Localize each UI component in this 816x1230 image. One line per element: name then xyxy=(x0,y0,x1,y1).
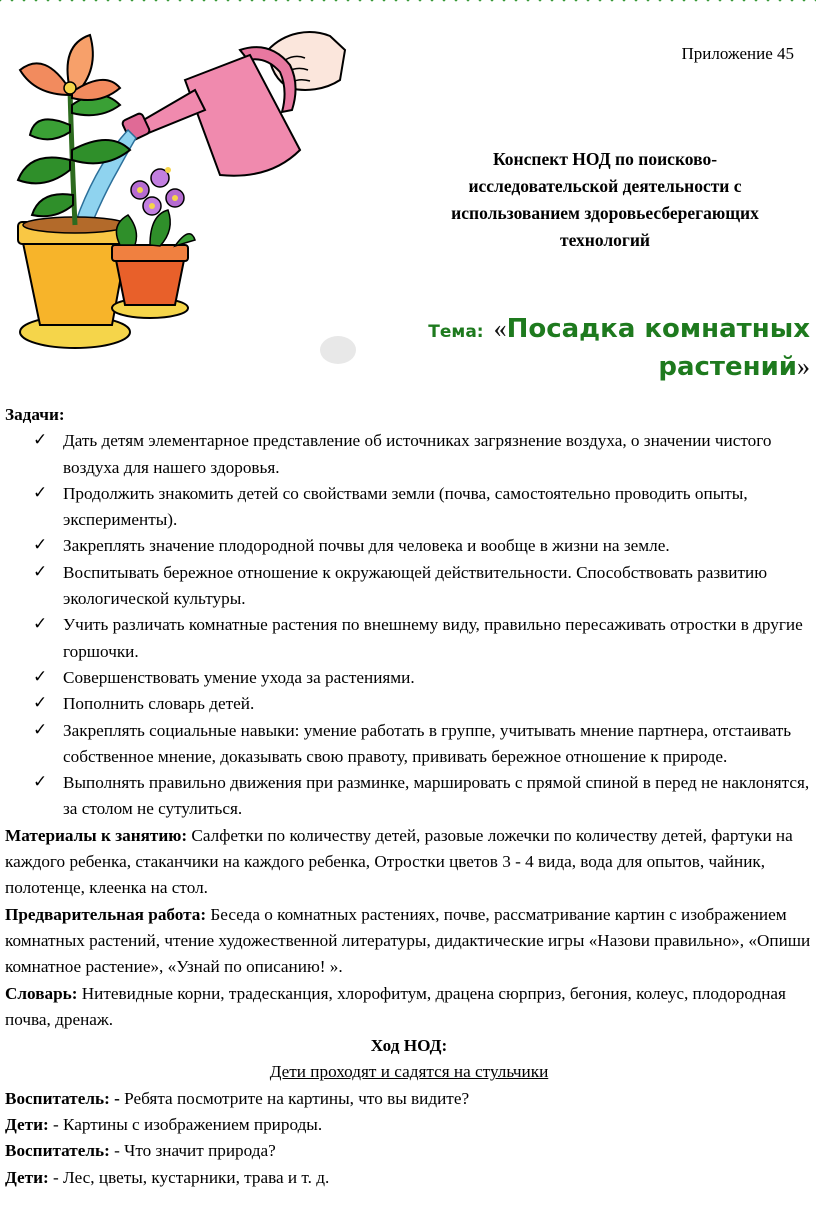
theme-title: Посадка комнатных растений xyxy=(506,314,810,382)
task-item: ✓ Закреплять значение плодородной почвы для человека и вообще в жизни на земле. xyxy=(5,533,813,559)
checkmark-icon: ✓ xyxy=(33,561,48,581)
course-heading: Ход НОД: xyxy=(370,1036,448,1056)
task-item: ✓ Продолжить знакомить детей со свойствами земли (почва, самостоятельно проводить опыты, эксперименты). xyxy=(5,481,813,534)
dialogue-line: Воспитатель: - Что значит природа? xyxy=(5,1141,276,1161)
tasks-heading: Задачи: xyxy=(5,405,65,424)
task-item: ✓ Совершенствовать умение ухода за растениями. xyxy=(5,665,813,691)
tasks-list xyxy=(5,428,813,822)
speaker-label: Воспитатель: xyxy=(5,1141,110,1161)
checkmark-icon: ✓ xyxy=(33,535,48,555)
materials-paragraph xyxy=(5,823,813,902)
task-item: ✓ Дать детям элементарное представление об источниках загрязнение воздуха, о значении чистого воздуха для нашего здоровья. xyxy=(5,428,813,481)
document-body xyxy=(5,402,813,1191)
checkmark-icon: ✓ xyxy=(33,666,48,686)
vocabulary-text: Нитевидные корни, традесканция, хлорофитум, драцена сюрприз, бегония, колеус, плодородная почва, дренаж. xyxy=(5,983,786,1029)
preliminary-label: Предварительная работа: xyxy=(5,904,207,924)
decorative-top-border xyxy=(0,0,816,8)
speaker-label: Дети: xyxy=(5,1115,49,1135)
task-item: ✓ Выполнять правильно движения при разминке, маршировать с прямой спиной в перед не наклонятся, за столом не сутулиться. xyxy=(5,770,813,823)
checkmark-icon: ✓ xyxy=(33,693,48,713)
appendix-number: Приложение 45 xyxy=(681,44,794,63)
theme-close-quote: » xyxy=(797,352,810,381)
checkmark-icon: ✓ xyxy=(33,430,48,450)
materials-text: Салфетки по количеству детей, разовые ложечки по количеству детей, фартуки на каждого ребенка, стаканчики на каждого ребенка, Отростки цветов 3 - 4 вида, вода для опытов, чайник, полотенце, клеенка на стол. xyxy=(5,825,793,898)
task-item: ✓ Пополнить словарь детей. xyxy=(5,691,813,717)
dialogue-line: Воспитатель: - Ребята посмотрите на картины, что вы видите? xyxy=(5,1088,470,1108)
task-item: ✓ Закреплять социальные навыки: умение работать в группе, учитывать мнение партнера, отстаивать собственное мнение, доказывать свою правоту, прививать бережное отношение к природе. xyxy=(5,718,813,771)
preliminary-paragraph xyxy=(5,902,813,981)
checkmark-icon: ✓ xyxy=(33,719,48,739)
speaker-label: Воспитатель: - xyxy=(5,1088,120,1108)
vocabulary-paragraph xyxy=(5,981,813,1034)
dialogue-line: Дети: - Лес, цветы, кустарники, трава и т. д. xyxy=(5,1167,330,1187)
checkmark-icon: ✓ xyxy=(33,482,48,502)
theme-heading xyxy=(360,310,810,386)
vocabulary-label: Словарь: xyxy=(5,983,78,1003)
task-item: ✓ Учить различать комнатные растения по внешнему виду, правильно пересаживать отростки в другие горшочки. xyxy=(5,612,813,665)
speaker-label: Дети: xyxy=(5,1167,49,1187)
plants-watering-can-illustration xyxy=(0,10,360,380)
dialogue-line: Дети: - Картины с изображением природы. xyxy=(5,1115,323,1135)
checkmark-icon: ✓ xyxy=(33,614,48,634)
preliminary-text: Беседа о комнатных растениях, почве, рассматривание картин с изображением комнатных растений, чтение художественной литературы, дидактические игры «Назови правильно», «Опиши комнатное растение», «Узнай по описанию! ». xyxy=(5,904,811,977)
task-item: ✓ Воспитывать бережное отношение к окружающей действительности. Способствовать развитию экологической культуры. xyxy=(5,560,813,613)
checkmark-icon: ✓ xyxy=(33,772,48,792)
theme-label: Тема: xyxy=(428,322,484,342)
materials-label: Материалы к занятию: xyxy=(5,825,188,845)
document-title: Конспект НОД по поисково-исследовательской деятельности с использованием здоровьесберегающих технологий xyxy=(451,149,759,250)
course-subheading: Дети проходят и садятся на стульчики xyxy=(269,1062,549,1082)
theme-open-quote: « xyxy=(493,314,507,343)
